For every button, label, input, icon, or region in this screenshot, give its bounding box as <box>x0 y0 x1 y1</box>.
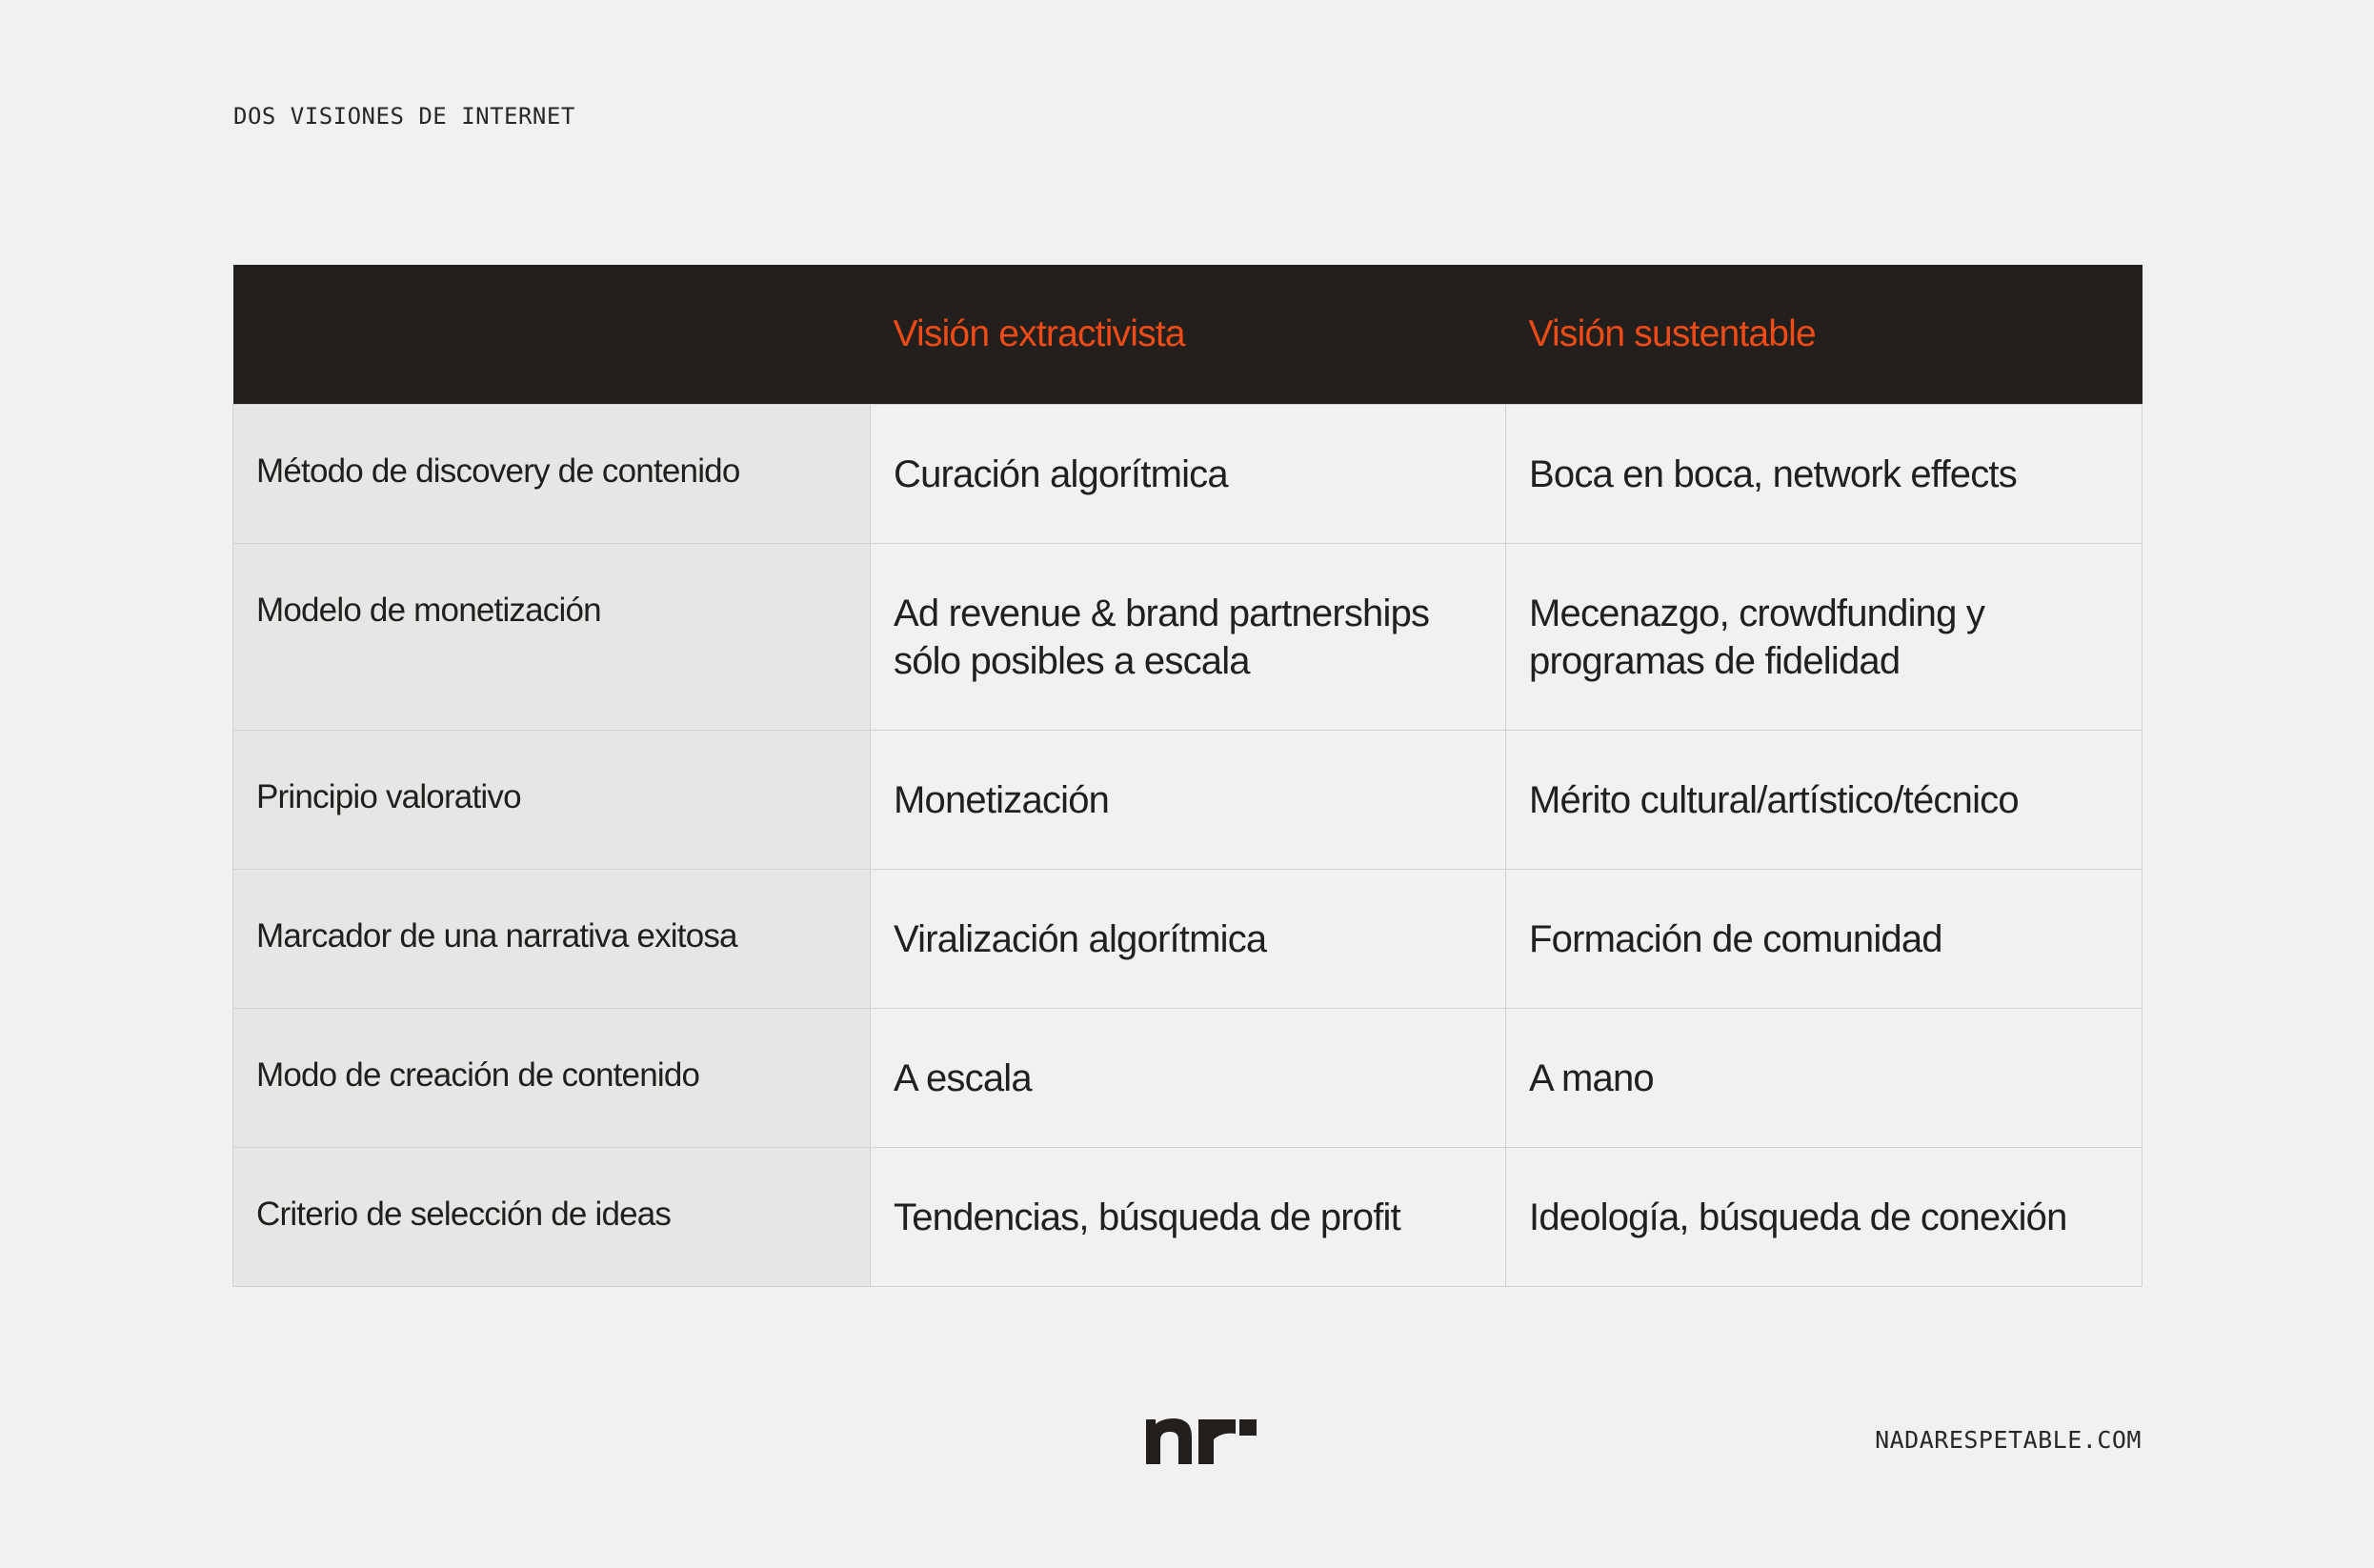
cell-sustentable: Formación de comunidad <box>1506 870 2143 1009</box>
cell-sustentable: Ideología, búsqueda de conexión <box>1506 1148 2143 1287</box>
header-vision-extractivista: Visión extractivista <box>871 265 1506 405</box>
cell-extractivista: Ad revenue & brand partnerships sólo posibles a escala <box>871 544 1506 731</box>
cell-sustentable: Boca en boca, network effects <box>1506 405 2143 544</box>
page-kicker: DOS VISIONES DE INTERNET <box>233 103 575 130</box>
cell-sustentable: Mérito cultural/artístico/técnico <box>1506 731 2143 870</box>
site-url: NADARESPETABLE.COM <box>1875 1426 2142 1454</box>
header-empty-cell <box>233 265 871 405</box>
table-row <box>233 1009 2143 1148</box>
table-row <box>233 544 2143 731</box>
row-label: Modo de creación de contenido <box>233 1009 871 1148</box>
table-row <box>233 870 2143 1009</box>
cell-extractivista: Curación algorítmica <box>871 405 1506 544</box>
row-label: Criterio de selección de ideas <box>233 1148 871 1287</box>
cell-extractivista: A escala <box>871 1009 1506 1148</box>
cell-sustentable: Mecenazgo, crowdfunding y programas de fidelidad <box>1506 544 2143 731</box>
table-header-row <box>233 265 2143 405</box>
row-label: Método de discovery de contenido <box>233 405 871 544</box>
cell-extractivista: Viralización algorítmica <box>871 870 1506 1009</box>
table-row <box>233 405 2143 544</box>
row-label: Principio valorativo <box>233 731 871 870</box>
cell-extractivista: Tendencias, búsqueda de profit <box>871 1148 1506 1287</box>
row-label: Modelo de monetización <box>233 544 871 731</box>
header-vision-sustentable: Visión sustentable <box>1506 265 2143 405</box>
comparison-table <box>232 265 2143 1287</box>
cell-extractivista: Monetización <box>871 731 1506 870</box>
cell-sustentable: A mano <box>1506 1009 2143 1148</box>
nr-logo-icon <box>1146 1417 1257 1464</box>
table-row <box>233 1148 2143 1287</box>
row-label: Marcador de una narrativa exitosa <box>233 870 871 1009</box>
table-row <box>233 731 2143 870</box>
